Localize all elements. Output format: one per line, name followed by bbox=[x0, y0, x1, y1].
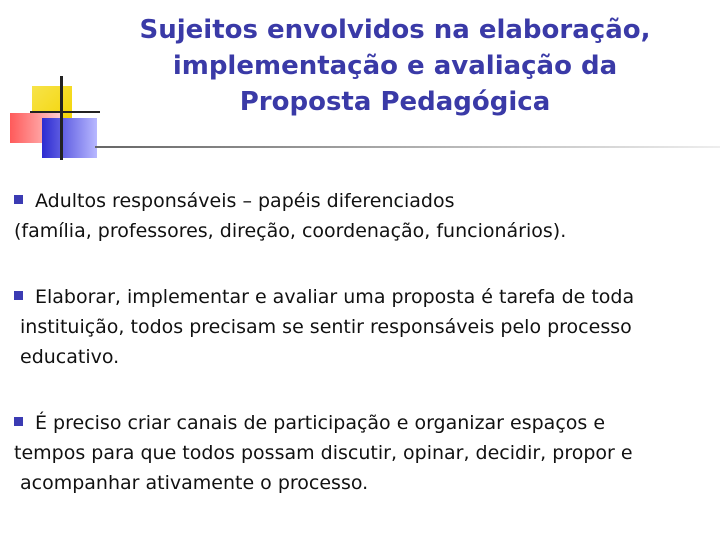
bullet-line bbox=[14, 408, 714, 438]
slide-title-line: implementação e avaliação da bbox=[172, 51, 618, 81]
bullet-item bbox=[14, 408, 714, 498]
bullet-line: instituição, todos precisam se sentir responsáveis pelo processo bbox=[20, 316, 632, 338]
slide-title bbox=[105, 12, 685, 120]
bullet-line: (família, professores, direção, coordenação, funcionários). bbox=[14, 220, 567, 242]
bullet-line bbox=[14, 186, 714, 216]
blue-block-icon bbox=[42, 118, 97, 158]
bullet-text: É preciso criar canais de participação e organizar espaços e bbox=[35, 412, 606, 434]
square-bullet-icon bbox=[14, 291, 23, 300]
bullet-item bbox=[14, 186, 714, 246]
bullet-text: Adultos responsáveis – papéis diferenciados bbox=[35, 190, 455, 212]
square-bullet-icon bbox=[14, 195, 23, 204]
bullet-line: educativo. bbox=[20, 346, 120, 368]
bullet-line bbox=[14, 282, 714, 312]
bullet-line: acompanhar ativamente o processo. bbox=[20, 472, 369, 494]
horizontal-line-icon bbox=[30, 111, 100, 113]
bullet-text: Elaborar, implementar e avaliar uma proposta é tarefa de toda bbox=[35, 286, 635, 308]
bullet-line: tempos para que todos possam discutir, opinar, decidir, propor e bbox=[14, 442, 633, 464]
vertical-line-icon bbox=[60, 76, 63, 160]
bullet-item bbox=[14, 282, 714, 372]
slide-title-line: Proposta Pedagógica bbox=[239, 87, 551, 117]
square-bullet-icon bbox=[14, 417, 23, 426]
slide-title-line: Sujeitos envolvidos na elaboração, bbox=[139, 15, 651, 45]
title-divider bbox=[95, 146, 720, 148]
